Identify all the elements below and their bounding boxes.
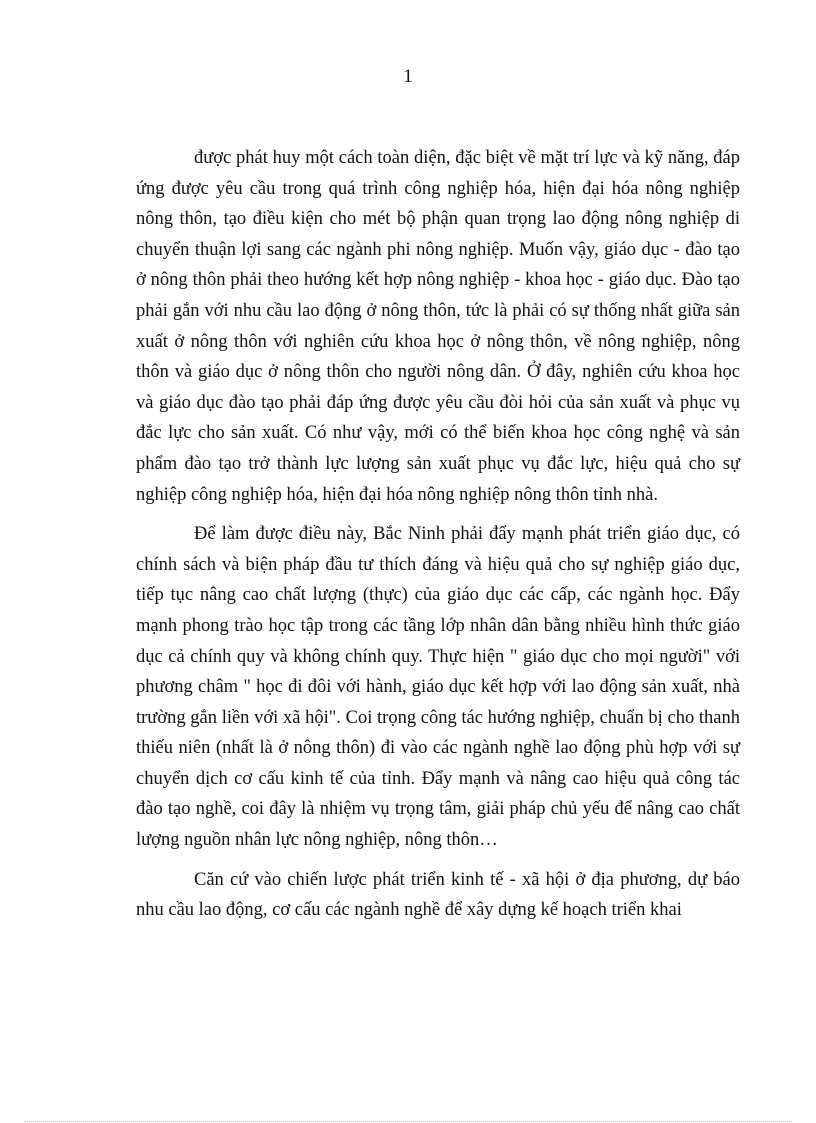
page-number: 1 bbox=[403, 66, 413, 87]
paragraph: Để làm được điều này, Bắc Ninh phải đẩy mạnh phát triển giáo dục, có chính sách và biện pháp đầu tư thích đáng và hiệu quả cho sự nghiệp giáo dục, tiếp tục nâng cao chất lượng (thực) của giáo dục các cấp, các ngành học. Đẩy mạnh phong trào học tập trong các tầng lớp nhân dân bằng nhiều hình thức giáo dục cả chính quy và không chính quy. Thực hiện " giáo dục cho mọi người" với phương châm " học đi đôi với hành, giáo dục kết hợp với lao động sản xuất, nhà trường gắn liền với xã hội". Coi trọng công tác hướng nghiệp, chuẩn bị cho thanh thiếu niên (nhất là ở nông thôn) đi vào các ngành nghề lao động phù hợp với sự chuyển dịch cơ cấu kinh tế của tỉnh. Đẩy mạnh và nâng cao hiệu quả công tác đào tạo nghề, coi đây là nhiệm vụ trọng tâm, giải pháp chủ yếu để nâng cao chất lượng nguồn nhân lực nông nghiệp, nông thôn… bbox=[136, 524, 740, 851]
page-bottom-divider bbox=[24, 1121, 792, 1122]
paragraph: được phát huy một cách toàn diện, đặc biệt về mặt trí lực và kỹ năng, đáp ứng được yêu cầu trong quá trình công nghiệp hóa, hiện đại hóa nông nghiệp nông thôn, tạo điều kiện cho mét bộ phận quan trọng lao động nông nghiệp di chuyển thuận lợi sang các ngành phi nông nghiệp. Muốn vậy, giáo dục - đào tạo ở nông thôn phải theo hướng kết hợp nông nghiệp - khoa học - giáo dục. Đào tạo phải gắn với nhu cầu lao động ở nông thôn, tức là phải có sự thống nhất giữa sản xuất ở nông thôn với nghiên cứu khoa học ở nông thôn, về nông nghiệp, nông thôn và giáo dục ở nông thôn cho người nông dân. Ở đây, nghiên cứu khoa học và giáo dục đào tạo phải đáp ứng được yêu cầu đòi hỏi của sản xuất và phục vụ đắc lực cho sản xuất. Có như vậy, mới có thể biến khoa học công nghệ và sản phẩm đào tạo trở thành lực lượng sản xuất phục vụ đắc lực, hiệu quả cho sự nghiệp công nghiệp hóa, hiện đại hóa nông nghiệp nông thôn tỉnh nhà. bbox=[136, 148, 740, 505]
document-body bbox=[136, 143, 740, 926]
paragraph: Căn cứ vào chiến lược phát triển kinh tế - xã hội ở địa phương, dự báo nhu cầu lao động, cơ cấu các ngành nghề để xây dựng kế hoạch triển khai bbox=[136, 869, 740, 921]
